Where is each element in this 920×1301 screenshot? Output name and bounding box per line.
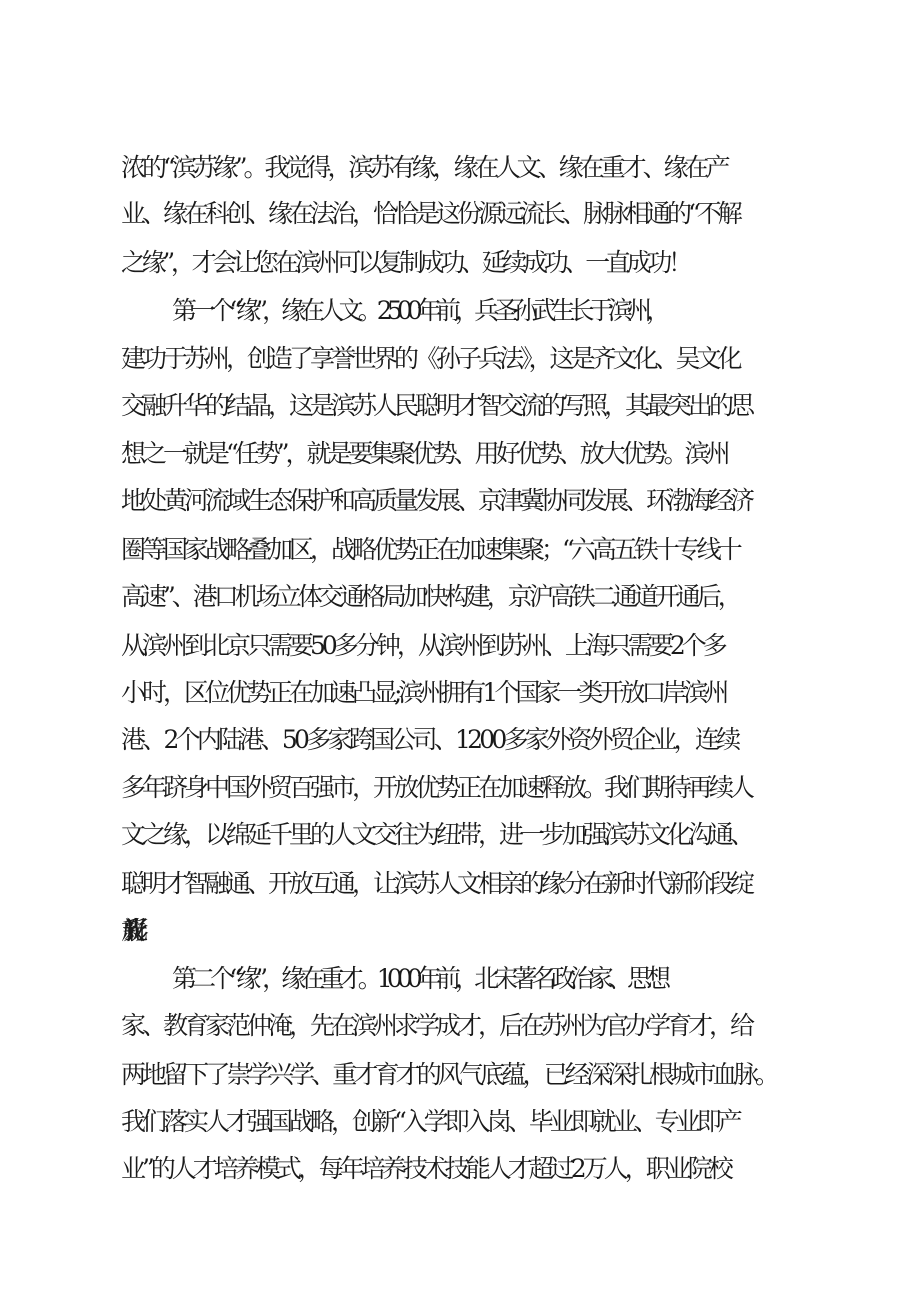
text-line: 交融升华的结晶，这是滨苏人民聪明才智交流的写照，其最突出的思	[121, 391, 752, 420]
text-line: 港、2个内陆港、50多家跨国公司、1200多家外资外贸企业，连续	[121, 725, 738, 754]
text-line: 业”的人才培养模式，每年培养技术技能人才超过2万人，职业院校	[121, 1154, 730, 1183]
text-line: 地处黄河流域生态保护和高质量发展、京津冀协同发展、环渤海经济	[121, 486, 752, 515]
text-line: 文之缘，以绵延千里的人文交往为纽带，进一步加强滨苏文化沟通、	[121, 820, 752, 849]
text-line: 小时，区位优势正在加速凸显;滨州拥有1个国家一类开放口岸滨州	[121, 678, 726, 707]
text-line: 业、缘在科创、缘在法治，恰恰是这份源远流长、脉脉相通的“不解	[121, 199, 739, 228]
text-line	[121, 911, 920, 951]
text-line: 我们落实人才强国战略，创新“入学即入岗、毕业即就业、专业即产	[121, 1107, 739, 1136]
text-line: 圈等国家战略叠加区，战略优势正在加速集聚；“六高五铁十专线十	[121, 535, 739, 564]
text-line: 浓的“滨苏缘”。我觉得，滨苏有缘，缘在人文、缘在重才、缘在产	[121, 153, 727, 182]
text-line: 聪明才智融通、开放互通，让滨苏人文相亲的缘分在新时代新阶段绽	[121, 869, 752, 898]
text-line: 之缘”，才会让您在滨州可以复制成功、延续成功、一直成功！	[121, 248, 689, 277]
text-line: 多年跻身中国外贸百强市，开放优势正在加速释放。我们期待再续人	[121, 773, 752, 802]
text-line: 第一个“缘”，缘在人文。2500年前，兵圣孙武生长于滨州，	[172, 296, 666, 325]
text-line: 家、教育家范仲淹，先在滨州求学成才，后在苏州为官办学育才，给	[121, 1011, 752, 1040]
text-line: 第二个“缘”，缘在重才。1000年前，北宋著名政治家、思想	[172, 964, 666, 993]
text-line: 建功于苏州，创造了享誉世界的《孙子兵法》，这是齐文化、吴文化	[121, 344, 739, 373]
text-line: 想之一就是“任势”，就是要集聚优势、用好优势、放大优势。滨州	[121, 439, 727, 468]
text-line: 从滨州到北京只需要50多分钟，从滨州到苏州、上海只需要2个多	[121, 631, 724, 660]
text-line: 高速”、港口机场立体交通格局加快构建，京沪高铁二通道开通后，	[121, 582, 739, 611]
text-line: 两地留下了崇学兴学、重才育才的风气底蕴，已经深深扎根城市血脉。	[121, 1060, 777, 1089]
